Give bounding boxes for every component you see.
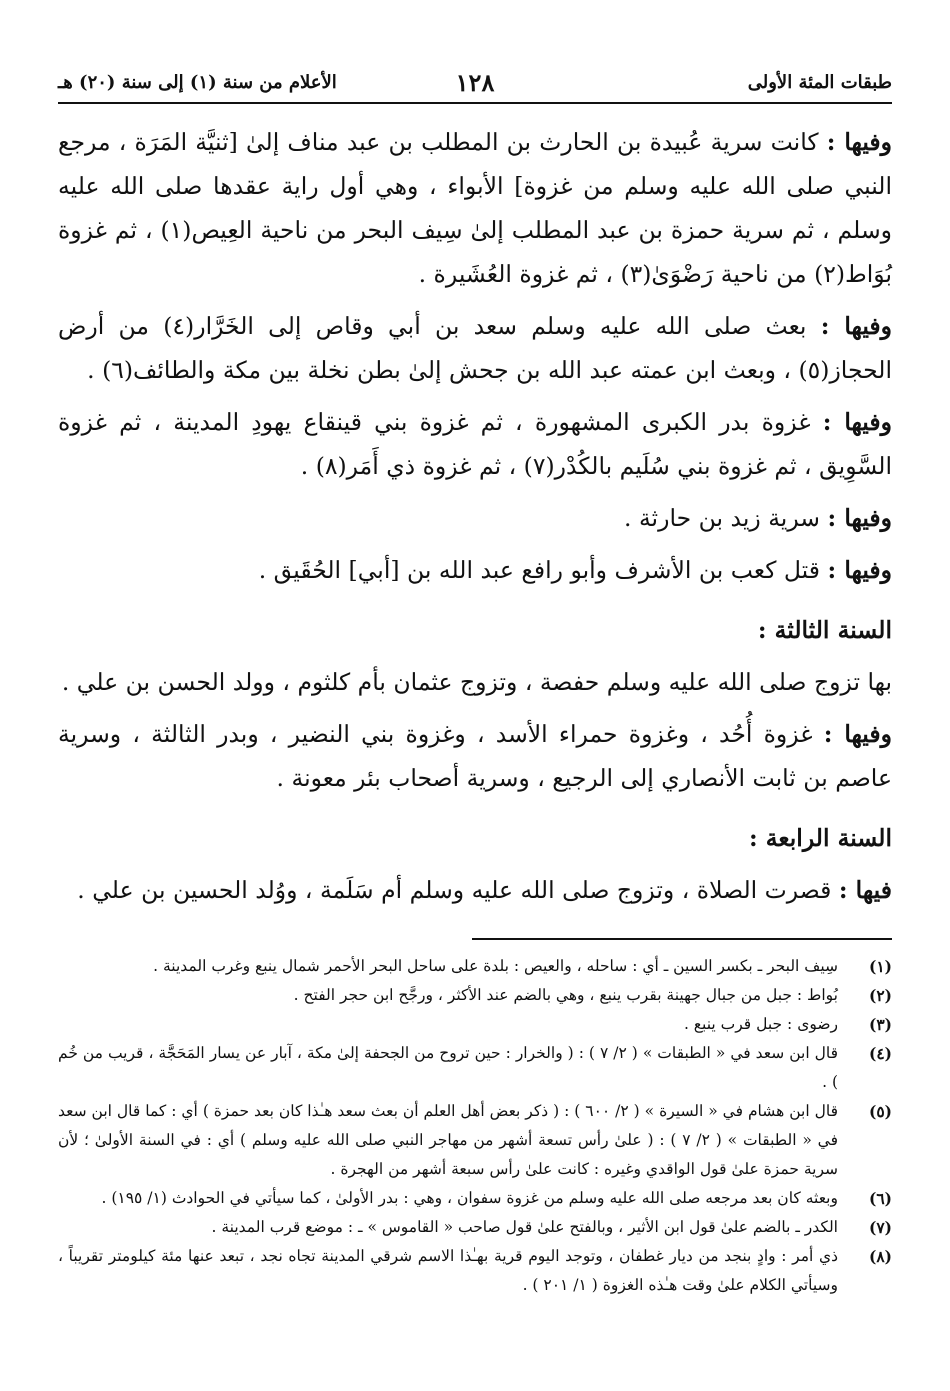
- paragraph: [58, 400, 892, 488]
- footnote-text: الكدر ـ بالضم علىٰ قول ابن الأثير ، وبالفتح علىٰ قول صاحب « القاموس » ـ : موضع قرب المدينة .: [211, 1218, 838, 1236]
- footnote: [58, 1010, 892, 1039]
- paragraph: [58, 712, 892, 800]
- paragraph-text: سرية زيد بن حارثة .: [624, 504, 828, 532]
- section-heading-year-4: السنة الرابعة :: [748, 824, 892, 852]
- footnote-text: بُواط : جبل من جبال جهينة بقرب ينبع ، وهي بالضم عند الأكثر ، ورجَّح ابن حجر الفتح .: [293, 986, 838, 1004]
- footnote-number: (٤): [868, 1044, 892, 1063]
- footnote: [58, 1039, 892, 1097]
- paragraph-lead: فيها :: [838, 876, 892, 904]
- paragraph-text: غزوة أُحُد ، وغزوة حمراء الأسد ، وغزوة بني النضير ، وبدر الثالثة ، وسرية عاصم بن ثابت الأنصاري إلى الرجيع ، وسرية أصحاب بئر معونة .: [58, 720, 892, 792]
- paragraph-text: بها تزوج صلى الله عليه وسلم حفصة ، وتزوج عثمان بأم كلثوم ، وولد الحسن بن علي .: [61, 668, 892, 696]
- section-heading-year-3: السنة الثالثة :: [757, 616, 892, 644]
- header-book-title: طبقات المئة الأولى: [747, 72, 892, 93]
- paragraph-lead: وفيها :: [826, 128, 892, 156]
- paragraph-text: قتل كعب بن الأشرف وأبو رافع عبد الله بن [أبي] الحُقَيق .: [258, 556, 828, 584]
- running-header: [58, 68, 892, 104]
- footnote: [58, 1242, 892, 1300]
- paragraph-text: كانت سرية عُبيدة بن الحارث بن المطلب بن عبد مناف إلىٰ [ثنيَّة المَرَة ، مرجع النبي صلى الله عليه وسلم من غزوة] الأبواء ، وهي أول راية عقدها صلى الله عليه وسلم ، ثم سرية حمزة بن عبد المطلب إلىٰ سِيف البحر من ناحية العِيص(١) ، ثم غزوة بُوَاط(٢) من ناحية رَضْوَىٰ(٣) ، ثم غزوة العُشَيرة .: [58, 128, 892, 288]
- footnote-text: قال ابن سعد في « الطبقات » ( ٢/ ٧ ) : ( والخرار : حين تروح من الجحفة إلىٰ مكة ، آبار عن يسار المَحَجَّة ، قريب من خُم ) .: [58, 1044, 839, 1091]
- page-number: ١٢٨: [455, 68, 495, 97]
- footnote: [58, 1097, 892, 1184]
- paragraph: [58, 868, 892, 912]
- paragraph-text: غزوة بدر الكبرى المشهورة ، ثم غزوة بني قينقاع يهودِ المدينة ، ثم غزوة السَّوِيق ، ثم غزوة بني سُلَيم بالكُدْر(٧) ، ثم غزوة ذي أَمَر(٨) .: [58, 408, 892, 480]
- paragraph: [58, 496, 892, 540]
- footnote-number: (٧): [868, 1218, 892, 1237]
- paragraph: [58, 660, 892, 704]
- paragraph-text: بعث صلى الله عليه وسلم سعد بن أبي وقاص إلى الخَرَّار(٤) من أرض الحجاز(٥) ، وبعث ابن عمته عبد الله بن جحش إلىٰ بطن نخلة بين مكة والطائف(٦) .: [58, 312, 892, 384]
- paragraph-lead: وفيها :: [820, 312, 893, 340]
- footnote-number: (٨): [868, 1247, 892, 1266]
- footnote: [58, 981, 892, 1010]
- paragraph: [58, 120, 892, 296]
- header-section-title: الأعلام من سنة (١) إلى سنة (٢٠) هـ: [58, 72, 337, 93]
- footnotes: [58, 952, 892, 1300]
- paragraph-lead: وفيها :: [823, 720, 892, 748]
- paragraph: [58, 548, 892, 592]
- paragraph: [58, 304, 892, 392]
- paragraph-lead: وفيها :: [827, 504, 892, 532]
- footnote-text: رضوى : جبل قرب ينبع .: [683, 1015, 838, 1033]
- footnote: [58, 1213, 892, 1242]
- paragraph-lead: وفيها :: [822, 408, 892, 436]
- footnote-text: وبعثه كان بعد مرجعه صلى الله عليه وسلم من غزوة سفوان ، وهي : بدر الأولىٰ ، كما سيأتي في الحوادث (١/ ١٩٥) .: [101, 1189, 838, 1207]
- footnote-number: (١): [868, 957, 892, 976]
- footnote: [58, 952, 892, 981]
- paragraph-text: قصرت الصلاة ، وتزوج صلى الله عليه وسلم أم سَلَمة ، ووُلد الحسين بن علي .: [77, 876, 839, 904]
- footnote-number: (٢): [868, 986, 892, 1005]
- footnote-text: قال ابن هشام في « السيرة » ( ٢/ ٦٠٠ ) : ( ذكر بعض أهل العلم أن بعث سعد هـٰذا كان بعد حمزة ) أي : كما قال ابن سعد في « الطبقات » ( ٢/ ٧ ) : ( علىٰ رأس تسعة أشهر من مهاجر النبي صلى الله عليه وسلم ) أي : في السنة الأولىٰ ؛ لأن سرية حمزة علىٰ قول الواقدي وغيره : كانت علىٰ رأس سبعة أشهر من الهجرة .: [58, 1102, 838, 1178]
- paragraph-lead: وفيها :: [827, 556, 892, 584]
- footnote-number: (٦): [868, 1189, 892, 1208]
- footnote-number: (٣): [868, 1015, 892, 1034]
- footnote-number: (٥): [868, 1102, 892, 1121]
- footnote-divider: [472, 938, 892, 940]
- main-text: [58, 120, 892, 920]
- footnote: [58, 1184, 892, 1213]
- footnote-text: سِيف البحر ـ بكسر السين ـ أي : ساحله ، والعيص : بلدة على ساحل البحر الأحمر شمال ينبع وغرب المدينة .: [153, 957, 838, 975]
- footnote-text: ذي أمر : وادٍ بنجد من ديار غطفان ، وتوجد اليوم قرية بهـٰذا الاسم شرقي المدينة تجاه نجد ، تبعد عنها مئة كيلومتر تقريباً ، وسيأتي الكلام علىٰ وقت هـٰذه الغزوة ( ١/ ٢٠١ ) .: [58, 1247, 838, 1294]
